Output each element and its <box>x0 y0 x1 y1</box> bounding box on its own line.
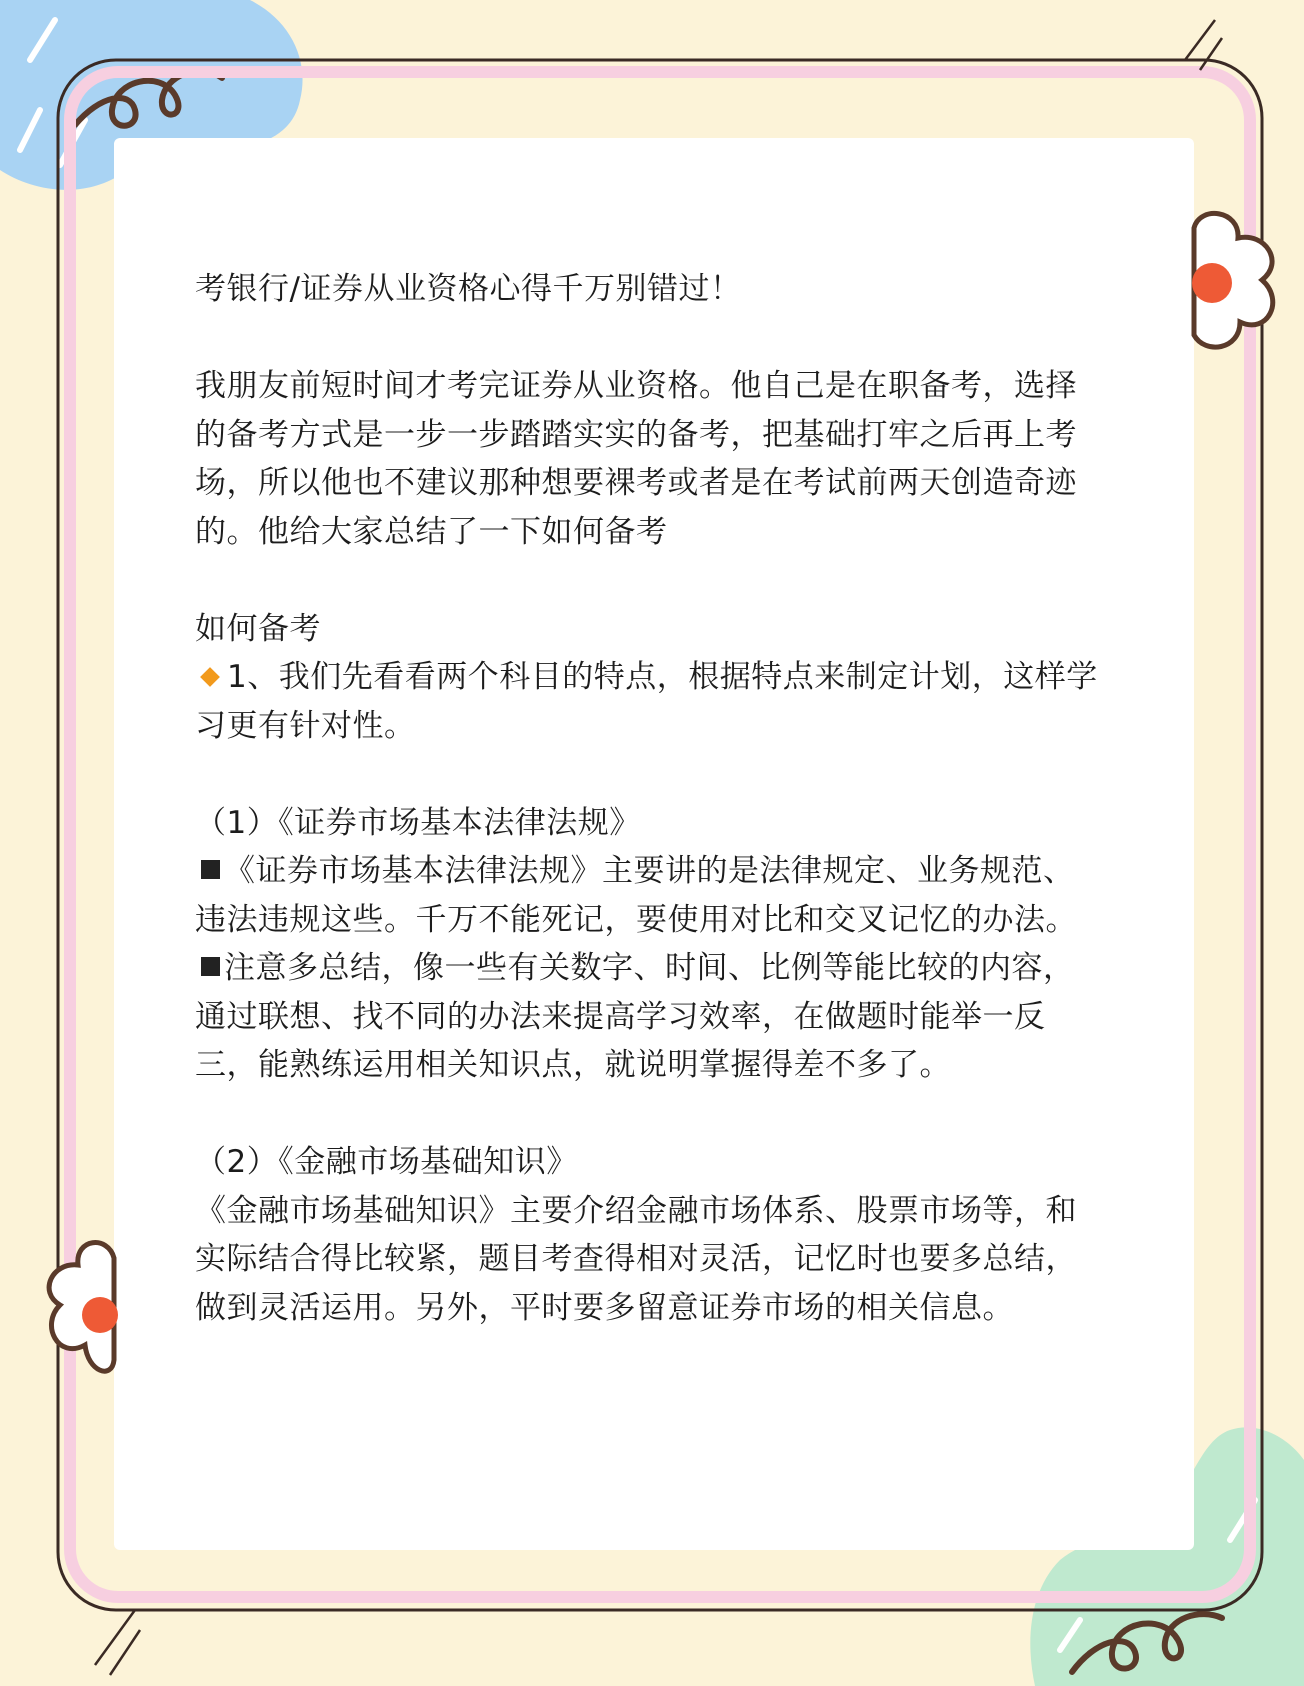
section-1-bullet-1-text: 《证券市场基本法律法规》主要讲的是法律规定、业务规范、违法违规这些。千万不能死记，要使用对比和交叉记忆的办法。 <box>195 853 1077 938</box>
section-1-heading: （1）《证券市场基本法律法规》 <box>195 804 641 841</box>
article-title: 考银行/证券从业资格心得千万别错过！ <box>195 271 742 307</box>
section-1-bullet-2-text: 注意多总结，像一些有关数字、时间、比例等能比较的内容，通过联想、找不同的办法来提高学习效率，在做题时能举一反三，能熟练运用相关知识点，就说明掌握得差不多了。 <box>195 950 1075 1083</box>
section-1-bullet-1 <box>195 847 1105 944</box>
section-2-heading: （2）《金融市场基础知识》 <box>195 1144 578 1180</box>
square-bullet-icon <box>201 860 220 879</box>
intro-paragraph: 我朋友前短时间才考完证券从业资格。他自己是在职备考，选择的备考方式是一步一步踏踏实实的备考，把基础打牢之后再上考场，所以他也不建议那种想要裸考或者是在考试前两天创造奇迹的。他给大家总结了一下如何备考 <box>195 368 1077 550</box>
square-bullet-icon <box>201 957 220 976</box>
point-1 <box>195 653 1105 750</box>
section-1-bullet-2 <box>195 944 1105 1090</box>
flower-left <box>49 1243 118 1372</box>
how-to-prepare-heading: 如何备考 <box>195 610 321 647</box>
point-1-text: 1、我们先看看两个科目的特点，根据特点来制定计划，这样学习更有针对性。 <box>195 659 1098 744</box>
section-2-body: 《金融市场基础知识》主要介绍金融市场体系、股票市场等，和实际结合得比较紧，题目考查得相对灵活，记忆时也要多总结，做到灵活运用。另外，平时要多留意证券市场的相关信息。 <box>195 1192 1077 1326</box>
flower-right <box>1192 213 1273 347</box>
article-body <box>195 265 1105 1332</box>
diamond-bullet-icon <box>200 667 220 687</box>
